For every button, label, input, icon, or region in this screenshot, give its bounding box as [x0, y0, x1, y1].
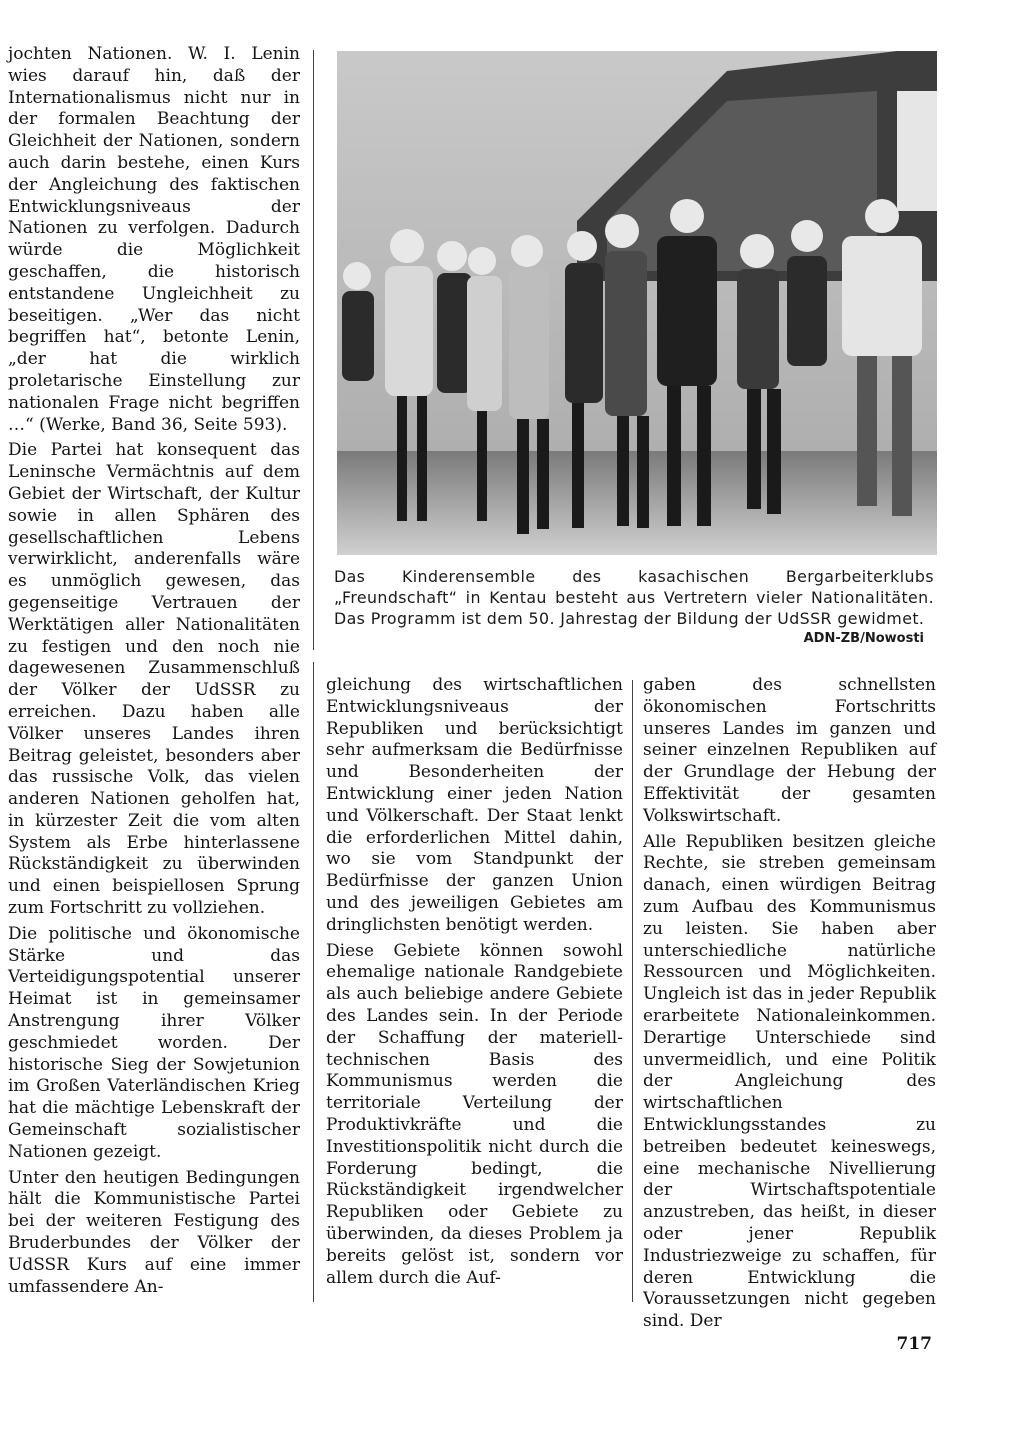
- paragraph: jochten Nationen. W. I. Lenin wies darauf hin, daß der Internationalismus nicht nur in der formalen Beachtung der Gleichheit der Nationen, sondern auch darin bestehe, einen Kurs der Angleichung des faktischen Entwicklungsniveaus der Nationen zu verfolgen. Dadurch würde die Möglichkeit geschaffen, die historisch entstandene Ungleichheit zu beseitigen. „Wer das nicht begriffen hat“, betonte Lenin, „der hat die wirklich proletarische Einstellung zur nationalen Frage nicht begriffen …“ (Werke, Band 36, Seite 593).: [8, 44, 300, 435]
- left-column: [8, 44, 300, 1302]
- paragraph: Die Partei hat konsequent das Leninsche Vermächtnis auf dem Gebiet der Wirtschaft, der Kultur sowie in allen Sphären des gesellschaftlichen Lebens verwirklicht, anderenfalls wäre es unmöglich gewesen, das gegenseitige Vertrauen der Werktätigen aller Nationalitäten zu festigen und den noch nie dagewesenen Zusammenschluß der Völker der UdSSR zu erreichen. Dazu haben alle Völker unseres Landes ihren Beitrag geleistet, besonders aber das russische Volk, das vielen anderen Nationen geholfen hat, in kürzester Zeit die vom alten System als Erbe hinterlassene Rückständigkeit zu überwinden und einen beispiellosen Sprung zum Fortschritt zu vollziehen.: [8, 440, 300, 919]
- photo-credit: ADN-ZB/Nowosti: [803, 631, 924, 646]
- right-column: [643, 675, 936, 1337]
- paragraph: gaben des schnellsten ökonomischen Fortschritts unseres Landes im ganzen und seiner einzelnen Republiken auf der Grundlage der Hebung der Effektivität der gesamten Volkswirtschaft.: [643, 675, 936, 826]
- paragraph: Die politische und ökonomische Stärke und das Verteidigungspotential unserer Heimat ist in gemeinsamer Anstrengung ihrer Völker geschmiedet worden. Der historische Sieg der Sowjetunion im Großen Vaterländischen Krieg hat die mächtige Lebenskraft der Gemeinschaft sozialistischer Nationen gezeigt.: [8, 923, 300, 1162]
- paragraph: Alle Republiken besitzen gleiche Rechte, sie streben gemeinsam danach, einen würdigen Beitrag zum Aufbau des Kommunismus zu leisten. Sie haben aber unterschiedliche natürliche Ressourcen und Möglichkeiten. Ungleich ist das in jeder Republik erarbeitete Nationaleinkommen. Derartige Unterschiede sind unvermeidlich, und eine Politik der Angleichung des wirtschaftlichen Entwicklungsstandes zu betreiben bedeutet keineswegs, eine mechanische Nivellierung der Wirtschaftspotentiale anzustreben, das heißt, in dieser oder jener Republik Industriezweige zu schaffen, für deren Entwicklung die Voraussetzungen nicht gegeben sind. Der: [643, 831, 936, 1332]
- photo-caption: Das Kinderensemble des kasachischen Bergarbeiterklubs „Freundschaft“ in Kentau besteht aus Vertretern vieler Nationalitäten. Das Programm ist dem 50. Jahrestag der Bildung der UdSSR gewidmet.: [334, 567, 934, 628]
- column-divider: [632, 680, 633, 1302]
- column-divider: [313, 50, 314, 650]
- ensemble-photo: [337, 51, 937, 555]
- column-divider: [313, 662, 314, 1302]
- page-number: 717: [896, 1334, 932, 1354]
- paragraph: Diese Gebiete können sowohl ehemalige nationale Randgebiete als auch beliebige andere Gebiete des Landes sein. In der Periode der Schaffung der materiell-technischen Basis des Kommunismus werden die territoriale Verteilung der Produktivkräfte und die Investitionspolitik nicht durch die Forderung bedingt, die Rückständigkeit irgendwelcher Republiken oder Gebiete zu überwinden, da dieses Problem ja bereits gelöst ist, sondern vor allem durch die Auf-: [326, 940, 623, 1288]
- paragraph: gleichung des wirtschaftlichen Entwicklungsniveaus der Republiken und berücksichtigt sehr aufmerksam die Bedürfnisse und Besonderheiten der Entwicklung einer jeden Nation und Völkerschaft. Der Staat lenkt die erforderlichen Mittel dahin, wo sie vom Standpunkt der Bedürfnisse der ganzen Union und des jeweiligen Gebietes am dringlichsten benötigt werden.: [326, 675, 623, 935]
- middle-column: [326, 675, 623, 1293]
- paragraph: Unter den heutigen Bedingungen hält die Kommunistische Partei bei der weiteren Festigung des Bruderbundes der Völker der UdSSR Kurs auf eine immer umfassendere An-: [8, 1167, 300, 1297]
